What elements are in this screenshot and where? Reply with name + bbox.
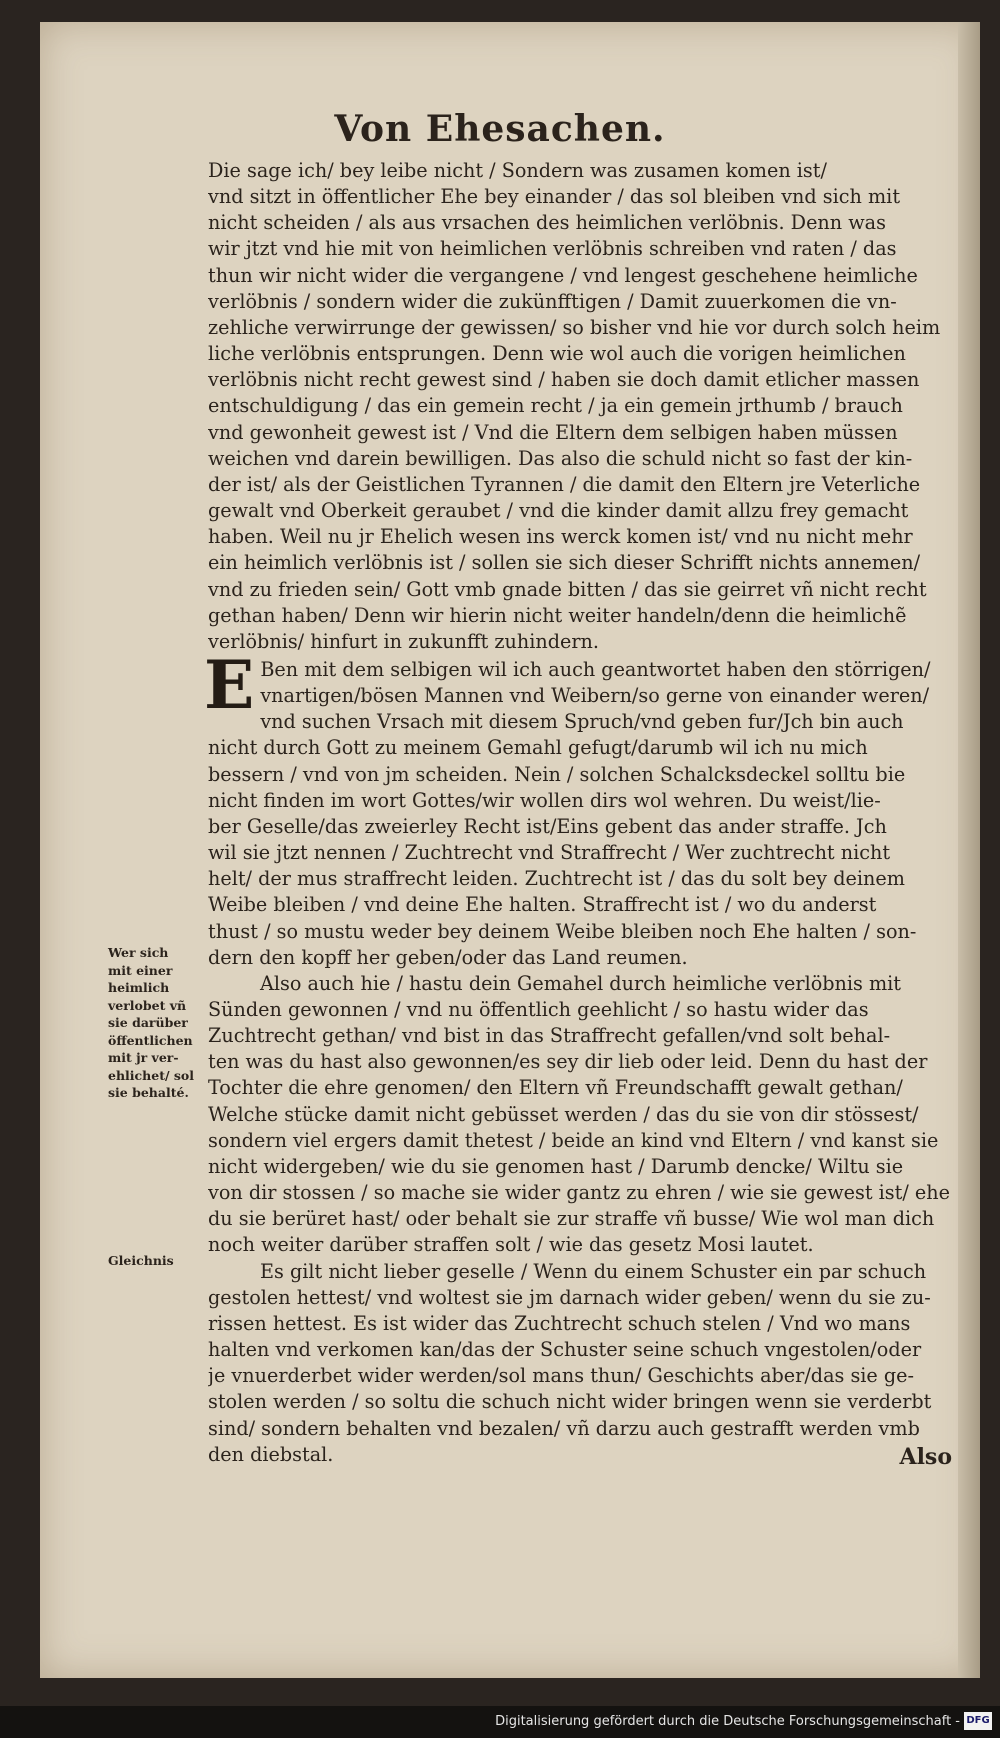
text-line: ten was du hast also gewonnen/es sey dir lieb oder leid. Denn du hast der	[208, 1050, 928, 1074]
text-line: du sie berüret hast/ oder behalt sie zur straffe vñ busse/ Wie wol man dich	[208, 1207, 935, 1231]
text-line: Weibe bleiben / vnd deine Ehe halten. Straffrecht ist / wo du anderst	[208, 893, 877, 917]
text-line: halten vnd verkomen kan/das der Schuster seine schuch vngestolen/oder	[208, 1338, 922, 1362]
text-line: vnd sitzt in öffentlicher Ehe bey einander / das sol bleiben vnd sich mit	[208, 185, 901, 209]
paragraph-2	[204, 645, 978, 971]
text-line: helt/ der mus straffrecht leiden. Zuchtrecht ist / das du solt bey deinem	[208, 867, 905, 891]
text-line: Tochter die ehre genomen/ den Eltern vñ Freundschafft gewalt gethan/	[208, 1076, 903, 1100]
text-line: von dir stossen / so mache sie wider gantz zu ehren / wie sie gewest ist/ ehe	[208, 1181, 950, 1205]
text-line: Also auch hie / hastu dein Gemahel durch heimliche verlöbnis mit	[260, 971, 902, 995]
text-line: haben. Weil nu jr Ehelich wesen ins werck komen ist/ vnd nu nicht mehr	[208, 525, 913, 549]
text-line: vnd zu frieden sein/ Gott vmb gnade bitten / das sie geirret vñ nicht recht	[208, 577, 927, 601]
marginal-note-1	[108, 944, 204, 1102]
paragraph-3	[208, 971, 978, 1259]
text-line: sind/ sondern behalten vnd bezalen/ vñ darzu auch gestrafft werden vmb	[208, 1416, 920, 1440]
text-line: sondern viel ergers damit thetest / beide an kind vnd Eltern / vnd kanst sie	[208, 1128, 939, 1152]
catchword: Also	[899, 1444, 952, 1470]
text-line: liche verlöbnis entsprungen. Denn wie wol auch die vorigen heimlichen	[208, 342, 906, 366]
text-line: vnd suchen Vrsach mit diesem Spruch/vnd geben fur/Jch bin auch	[260, 710, 904, 734]
text-line: nicht widergeben/ wie du sie genomen hast / Darumb dencke/ Wiltu sie	[208, 1154, 904, 1178]
text-line: Sünden gewonnen / vnd nu öffentlich geehlicht / so hastu wider das	[208, 998, 869, 1021]
text-line: der ist/ als der Geistlichen Tyrannen / die damit den Eltern jre Veterliche	[208, 472, 921, 496]
text-line: rissen hettest. Es ist wider das Zuchtrecht schuch stelen / Vnd wo mans	[208, 1311, 911, 1335]
text-line: den diebstal.	[208, 1442, 334, 1466]
text-line: noch weiter darüber straffen solt / wie das gesetz Mosi lautet.	[208, 1233, 814, 1257]
text-line: ein heimlich verlöbnis ist / sollen sie sich dieser Schrifft nichts annemen/	[208, 551, 921, 575]
marginal-line: ehlichet/ sol	[108, 1067, 195, 1083]
marginal-line: mit einer	[108, 962, 173, 978]
text-line: dern den kopff her geben/oder das Land reumen.	[208, 945, 688, 969]
marginal-line: sie behalté.	[108, 1085, 189, 1100]
text-line: gethan haben/ Denn wir hierin nicht weiter handeln/denn die heimlichẽ	[208, 603, 907, 627]
text-line: Zuchtrecht gethan/ vnd bist in das Straffrecht gefallen/vnd solt behal-	[208, 1024, 891, 1048]
text-line: vnartigen/bösen Mannen vnd Weibern/so gerne von einander weren/	[260, 684, 930, 708]
text-line: gestolen hettest/ vnd woltest sie jm darnach wider geben/ wenn du sie zu-	[208, 1285, 931, 1309]
text-line: thun wir nicht wider die vergangene / vnd lengest geschehene heimliche	[208, 263, 918, 287]
text-line: thust / so mustu weder bey deinem Weibe bleiben noch Ehe halten / son-	[208, 919, 917, 943]
dfg-logo-icon: DFG	[964, 1712, 992, 1730]
text-line: vnd gewonheit gewest ist / Vnd die Eltern dem selbigen haben müssen	[208, 420, 898, 444]
text-line: je vnuerderbet wider werden/sol mans thun/ Geschichts aber/das sie ge-	[208, 1364, 915, 1388]
text-line: nicht durch Gott zu meinem Gemahl gefugt/darumb wil ich nu mich	[208, 736, 868, 760]
text-line: entschuldigung / das ein gemein recht / ja ein gemein jrthumb / brauch	[208, 394, 903, 418]
text-line: Welche stücke damit nicht gebüsset werden / das du sie von dir stössest/	[208, 1102, 919, 1126]
paragraph-1	[208, 158, 978, 655]
marginal-line: öffentlichen	[108, 1032, 193, 1048]
text-line: weichen vnd darein bewilligen. Das also die schuld nicht so fast der kin-	[208, 446, 913, 470]
text-line: zehliche verwirrunge der gewissen/ so bisher vnd hie vor durch solch heim	[208, 315, 941, 339]
text-line: wir jtzt vnd hie mit von heimlichen verlöbnis schreiben vnd raten / das	[208, 237, 897, 261]
marginal-note-2	[108, 1252, 204, 1270]
text-line: nicht scheiden / als aus vrsachen des heimlichen verlöbnis. Denn was	[208, 211, 886, 235]
text-line: verlöbnis/ hinfurt in zukunfft zuhindern.	[208, 629, 599, 653]
text-line: ber Geselle/das zweierley Recht ist/Eins gebent das ander straffe. Jch	[208, 814, 887, 838]
marginal-line: mit jr ver-	[108, 1050, 179, 1065]
text-line: verlöbnis nicht recht gewest sind / haben sie doch damit etlicher massen	[208, 368, 920, 392]
text-line: Ben mit dem selbigen wil ich auch geantwortet haben den störrigen/	[260, 657, 931, 681]
text-line: Die sage ich/ bey leibe nicht / Sondern was zusamen komen ist/	[208, 159, 827, 182]
marginal-line: heimlich	[108, 980, 170, 995]
marginal-line: sie darüber	[108, 1015, 188, 1030]
paragraph-4	[208, 1259, 978, 1468]
text-line: stolen werden / so soltu die schuch nicht wider bringen wenn sie verderbt	[208, 1390, 932, 1414]
text-line: verlöbnis / sondern wider die zukünfftigen / Damit zuuerkomen die vn-	[208, 289, 897, 313]
marginal-line: Wer sich	[108, 945, 169, 960]
text-line: gewalt vnd Oberkeit geraubet / vnd die kinder damit allzu frey gemacht	[208, 499, 909, 523]
text-line: nicht finden im wort Gottes/wir wollen dirs wol wehren. Du weist/lie-	[208, 788, 881, 812]
footer-credit: Digitalisierung gefördert durch die Deutsche Forschungsgemeinschaft -	[495, 1714, 960, 1729]
text-line: Es gilt nicht lieber geselle / Wenn du einem Schuster ein par schuch	[260, 1259, 927, 1283]
text-line: bessern / vnd von jm scheiden. Nein / solchen Schalcksdeckel solltu bie	[208, 762, 906, 786]
body-text	[204, 158, 978, 1468]
drop-initial: E	[204, 645, 255, 724]
text-line: wil sie jtzt nennen / Zuchtrecht vnd Straffrecht / Wer zuchtrecht nicht	[208, 841, 891, 865]
marginal-line: Gleichnis	[108, 1253, 174, 1268]
marginal-line: verlobet vñ	[108, 997, 187, 1013]
running-title: Von Ehesachen.	[334, 108, 666, 150]
